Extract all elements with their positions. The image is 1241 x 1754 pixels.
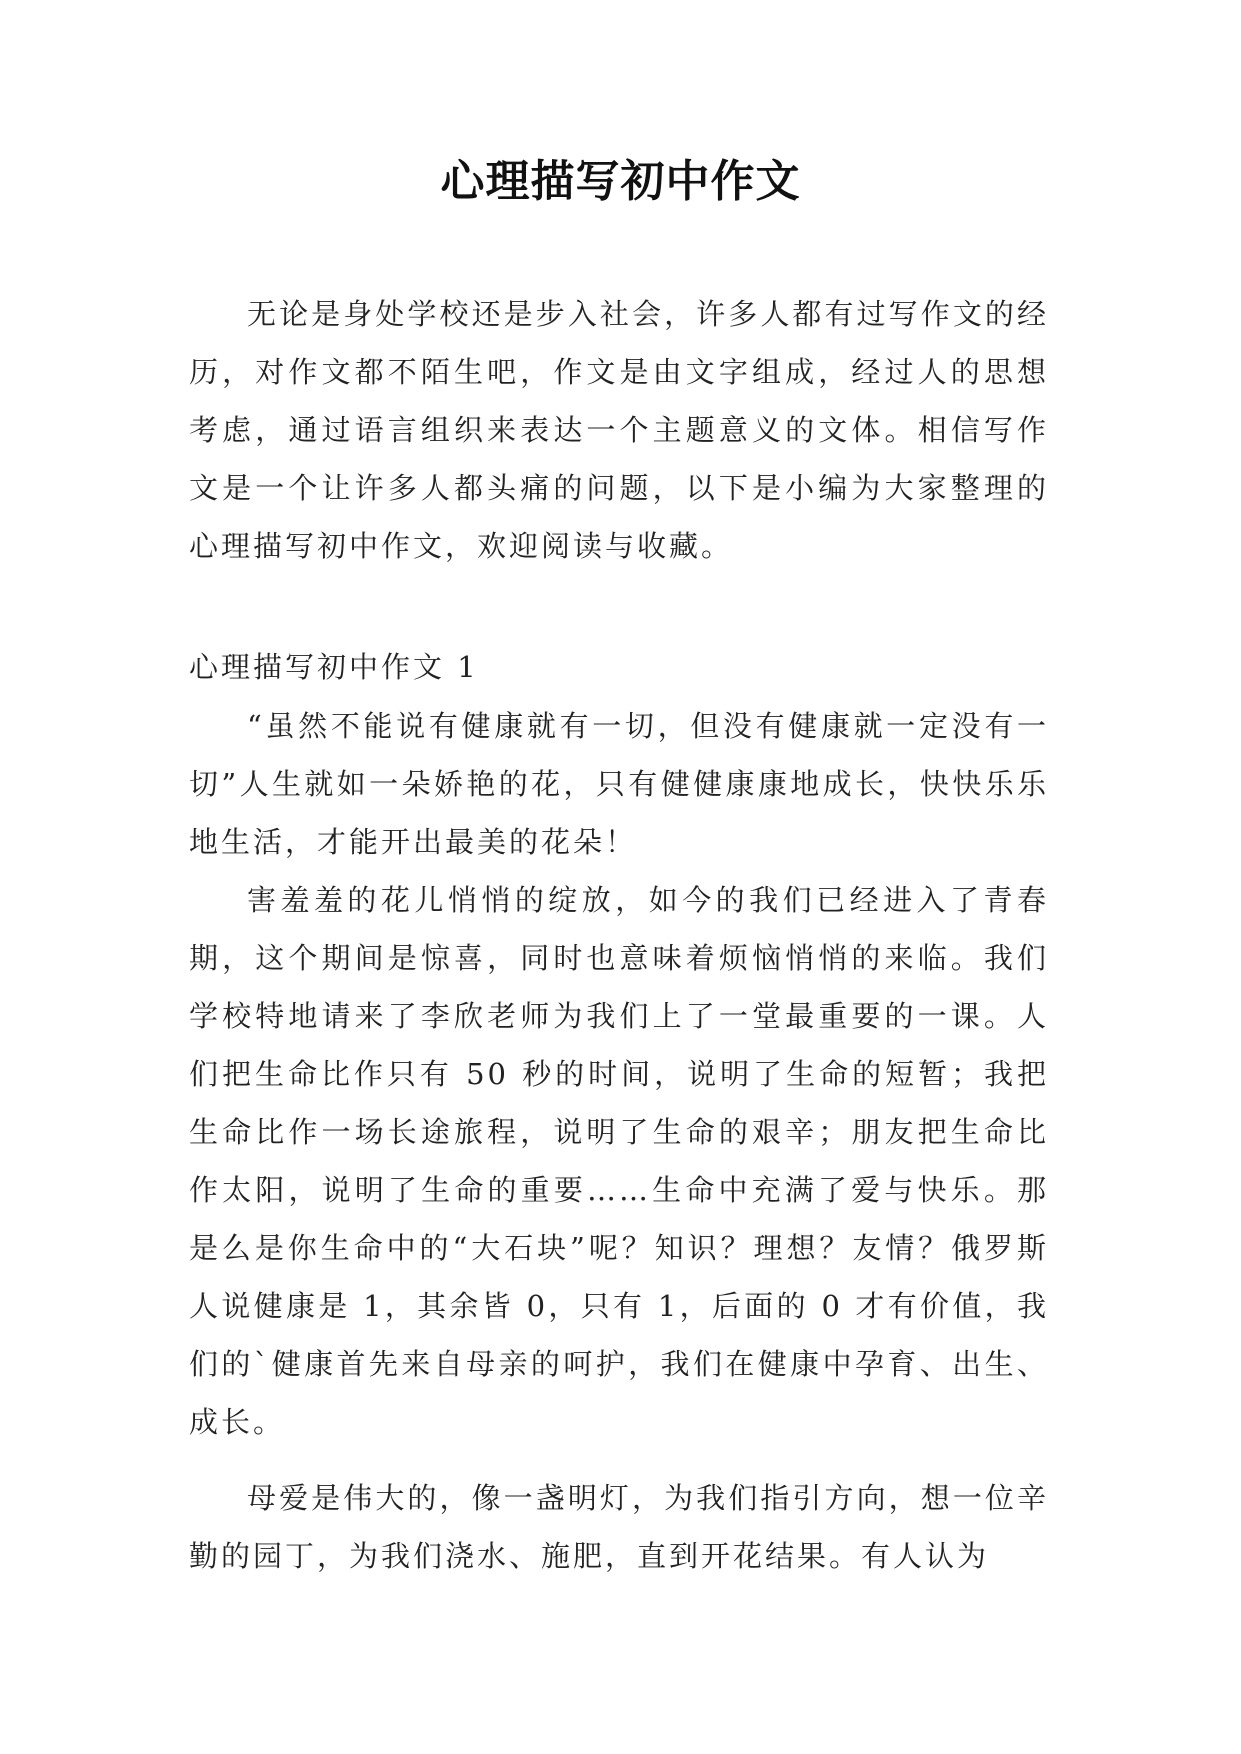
document-title: 心理描写初中作文	[440, 156, 801, 207]
section-heading: 心理描写初中作文 1	[189, 650, 479, 684]
intro-paragraph: 无论是身处学校还是步入社会，许多人都有过写作文的经历，对作文都不陌生吧，作文是由文字组成，经过人的思想考虑，通过语言组织来表达一个主题意义的文体。相信写作文是一个让许多人都头痛的问题，以下是小编为大家整理的心理描写初中作文，欢迎阅读与收藏。	[189, 297, 1049, 563]
intro-section	[189, 285, 1049, 575]
essay-paragraph: 母爱是伟大的，像一盏明灯，为我们指引方向，想一位辛勤的园丁，为我们浇水、施肥，直到开花结果。有人认为	[189, 1481, 1049, 1573]
essay-paragraph: 害羞羞的花儿悄悄的绽放，如今的我们已经进入了青春期，这个期间是惊喜，同时也意味着烦恼悄悄的来临。我们学校特地请来了李欣老师为我们上了一堂最重要的一课。人们把生命比作只有 50 秒的时间，说明了生命的短暂；我把生命比作一场长途旅程，说明了生命的艰辛；朋友把生命比作太阳，说明了生命的重要……生命中充满了爱与快乐。那是么是你生命中的“大石块”呢？知识？理想？友情？俄罗斯人说健康是 1，其余皆 0，只有 1，后面的 0 才有价值，我们的`健康首先来自母亲的呵护，我们在健康中孕育、出生、成长。	[189, 883, 1049, 1439]
essay-paragraph: “虽然不能说有健康就有一切，但没有健康就一定没有一切”人生就如一朵娇艳的花，只有健健康康地成长，快快乐乐地生活，才能开出最美的花朵！	[189, 709, 1049, 859]
essay-body	[189, 697, 1049, 1585]
